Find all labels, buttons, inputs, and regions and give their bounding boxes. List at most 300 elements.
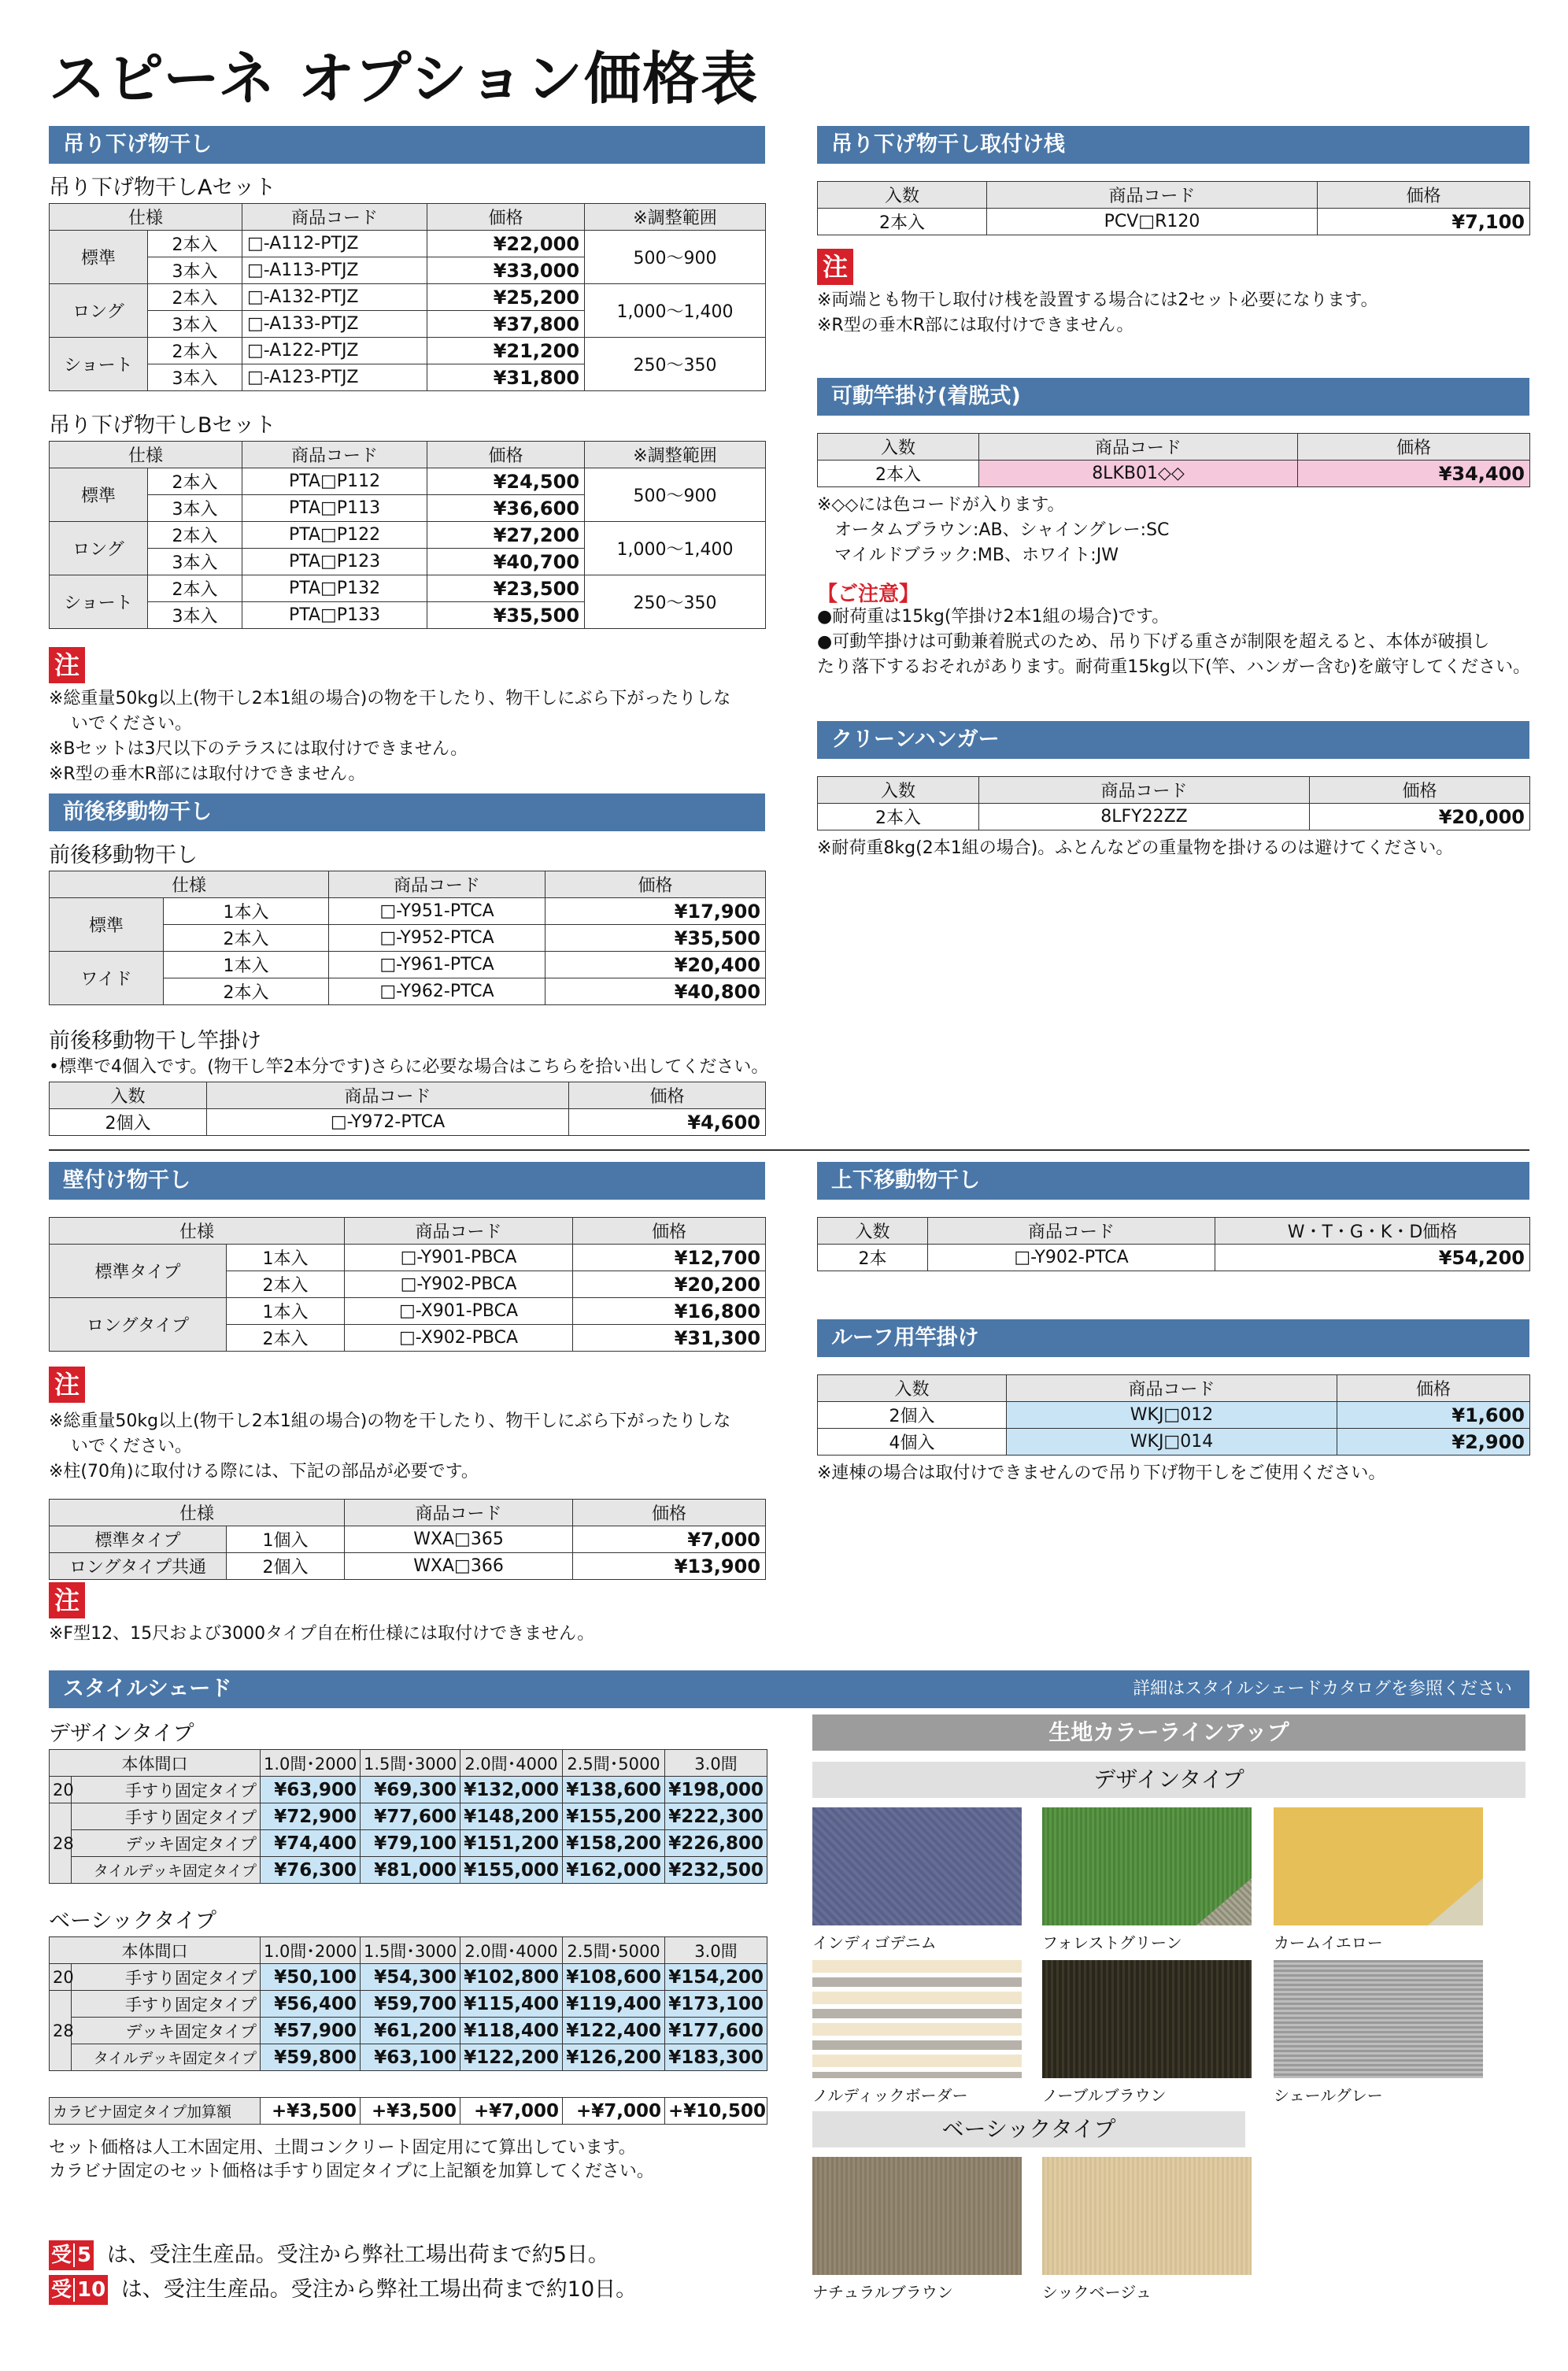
table-mount-rail bbox=[817, 181, 1530, 235]
legend-10day bbox=[49, 2275, 637, 2305]
col-header: 商品コード bbox=[329, 871, 545, 898]
section-header-vertical: 上下移動物干し bbox=[817, 1162, 1529, 1200]
qty-cell: 2本入 bbox=[164, 978, 329, 1005]
note-badge: 注 bbox=[817, 249, 853, 285]
price-cell: ¥35,500 bbox=[545, 925, 766, 952]
caution-line: ●耐荷重は15kg(竿掛け2本1組の場合)です。 bbox=[817, 607, 1170, 627]
group-cell: 28 bbox=[50, 1991, 72, 2071]
qty-cell: 1本入 bbox=[227, 1298, 345, 1325]
qty-cell: 2本入 bbox=[227, 1271, 345, 1298]
qty-cell: 2本入 bbox=[818, 209, 987, 235]
spec-cell: 標準 bbox=[50, 231, 148, 284]
col-header: 仕様 bbox=[50, 1500, 345, 1526]
subheading-sliding: 前後移動物干し bbox=[49, 843, 198, 867]
price-cell: ¥2,900 bbox=[1337, 1429, 1530, 1456]
code-cell: □-Y961-PTCA bbox=[329, 952, 545, 978]
qty-cell: 3本入 bbox=[148, 602, 242, 629]
note-line: ※◇◇には色コードが入ります。 bbox=[817, 495, 1065, 515]
price-cell: ¥69,300 bbox=[361, 1777, 460, 1803]
section-title: スタイルシェード bbox=[63, 1677, 232, 1701]
note-line: ※柱(70角)に取付ける際には、下記の部品が必要です。 bbox=[49, 1462, 479, 1481]
price-cell: ¥183,300 bbox=[665, 2044, 767, 2071]
price-cell: ¥34,400 bbox=[1298, 461, 1530, 487]
section-header-sliding: 前後移動物干し bbox=[49, 793, 765, 831]
price-cell: ¥25,200 bbox=[427, 284, 585, 311]
group-cell: 20 bbox=[50, 1964, 72, 1991]
code-cell: WXA□366 bbox=[345, 1553, 573, 1580]
qty-cell: 3本入 bbox=[148, 495, 242, 522]
qty-cell: 2本入 bbox=[148, 231, 242, 257]
price-cell: ¥1,600 bbox=[1337, 1402, 1530, 1429]
price-cell: ¥54,200 bbox=[1215, 1245, 1530, 1271]
code-cell: PTA□P112 bbox=[242, 468, 427, 495]
price-cell: ¥108,600 bbox=[563, 1964, 665, 1991]
swatch-fold bbox=[1428, 1878, 1483, 1925]
code-cell: □-Y902-PBCA bbox=[345, 1271, 573, 1298]
price-cell: ¥20,200 bbox=[573, 1271, 766, 1298]
group-cell: 20 bbox=[50, 1777, 72, 1803]
col-header: 商品コード bbox=[979, 434, 1298, 461]
price-cell: ¥12,700 bbox=[573, 1245, 766, 1271]
qty-cell: 2本入 bbox=[164, 925, 329, 952]
swatch-label: フォレストグリーン bbox=[1042, 1933, 1182, 1952]
note-line: ※Bセットは3尺以下のテラスには取付けできません。 bbox=[49, 739, 468, 759]
col-header: 商品コード bbox=[987, 182, 1318, 209]
color-lineup-bar: 生地カラーラインアップ bbox=[812, 1714, 1525, 1751]
spec-cell: ロングタイプ共通 bbox=[50, 1553, 227, 1580]
section-header-hanging: 吊り下げ物干し bbox=[49, 126, 765, 164]
col-header: 1.5間･3000 bbox=[361, 1937, 460, 1964]
code-cell: 8LFY22ZZ bbox=[979, 804, 1310, 830]
order-mark-badge bbox=[49, 2275, 108, 2305]
code-cell: □-Y902-PTCA bbox=[928, 1245, 1215, 1271]
price-cell: ¥74,400 bbox=[261, 1830, 361, 1857]
type-cell: タイルデッキ固定タイプ bbox=[72, 1857, 261, 1884]
basic-type-bar: ベーシックタイプ bbox=[812, 2111, 1245, 2147]
table-b-set bbox=[49, 441, 766, 629]
price-cell: +¥3,500 bbox=[261, 2098, 361, 2125]
price-cell: ¥33,000 bbox=[427, 257, 585, 284]
note-line: いでください。 bbox=[71, 1437, 193, 1456]
swatch-fold bbox=[1196, 1878, 1252, 1925]
price-cell: ¥122,400 bbox=[563, 2018, 665, 2044]
table-carabiner bbox=[49, 2097, 767, 2125]
code-cell: 8LKB01◇◇ bbox=[979, 461, 1298, 487]
price-cell: ¥31,300 bbox=[573, 1325, 766, 1352]
price-cell: ¥7,100 bbox=[1318, 209, 1530, 235]
qty-cell: 1本入 bbox=[227, 1245, 345, 1271]
col-header: 商品コード bbox=[928, 1218, 1215, 1245]
table-roof-hook bbox=[817, 1374, 1530, 1456]
code-cell: WKJ□014 bbox=[1007, 1429, 1337, 1456]
price-cell: ¥162,000 bbox=[563, 1857, 665, 1884]
price-cell: ¥126,200 bbox=[563, 2044, 665, 2071]
col-header: 本体間口 bbox=[50, 1937, 261, 1964]
col-header: W・T・G・K・D価格 bbox=[1215, 1218, 1530, 1245]
col-header: 仕様 bbox=[50, 442, 242, 468]
price-cell: +¥10,500 bbox=[665, 2098, 767, 2125]
subheading-pole-hook: 前後移動物干し竿掛け bbox=[49, 1029, 261, 1053]
section-header-clean-hanger: クリーンハンガー bbox=[817, 721, 1529, 759]
subheading-design-type: デザインタイプ bbox=[49, 1722, 194, 1746]
range-cell: 1,000〜1,400 bbox=[585, 284, 766, 338]
legend-5day bbox=[49, 2240, 609, 2270]
catalog-note: 詳細はスタイルシェードカタログを参照ください bbox=[1133, 1679, 1512, 1699]
price-cell: ¥17,900 bbox=[545, 898, 766, 925]
spec-cell: ロングタイプ bbox=[50, 1298, 227, 1352]
notes-wall bbox=[49, 1409, 730, 1485]
code-cell: □-Y951-PTCA bbox=[329, 898, 545, 925]
type-cell: 手すり固定タイプ bbox=[72, 1964, 261, 1991]
price-cell: ¥76,300 bbox=[261, 1857, 361, 1884]
swatch-noble-brown bbox=[1042, 1960, 1252, 2078]
note-line: ※総重量50kg以上(物干し2本1組の場合)の物を干したり、物干しにぶら下がったりしな bbox=[49, 1411, 731, 1431]
price-cell: ¥77,600 bbox=[361, 1803, 460, 1830]
page-title: スピーネ オプション価格表 bbox=[49, 46, 760, 112]
code-cell: □-Y962-PTCA bbox=[329, 978, 545, 1005]
price-cell: ¥132,000 bbox=[460, 1777, 563, 1803]
col-header: ※調整範囲 bbox=[585, 442, 766, 468]
price-cell: ¥40,700 bbox=[427, 549, 585, 575]
price-cell: ¥59,800 bbox=[261, 2044, 361, 2071]
code-cell: PTA□P113 bbox=[242, 495, 427, 522]
qty-cell: 4個入 bbox=[818, 1429, 1007, 1456]
spec-cell: 標準タイプ bbox=[50, 1245, 227, 1298]
qty-cell: 3本入 bbox=[148, 257, 242, 284]
price-cell: ¥115,400 bbox=[460, 1991, 563, 2018]
price-cell: ¥151,200 bbox=[460, 1830, 563, 1857]
price-cell: ¥232,500 bbox=[665, 1857, 767, 1884]
code-cell: □-Y952-PTCA bbox=[329, 925, 545, 952]
code-cell: □-A112-PTJZ bbox=[242, 231, 427, 257]
swatch-label: ノルディックボーダー bbox=[812, 2086, 968, 2105]
price-cell: +¥7,000 bbox=[563, 2098, 665, 2125]
swatch-chic-beige bbox=[1042, 2157, 1252, 2275]
col-header: 2.5間･5000 bbox=[563, 1937, 665, 1964]
order-days: 10 bbox=[73, 2278, 105, 2302]
qty-cell: 1本入 bbox=[164, 952, 329, 978]
qty-cell: 2本入 bbox=[818, 804, 979, 830]
spec-cell: ワイド bbox=[50, 952, 164, 1005]
code-cell: □-A122-PTJZ bbox=[242, 338, 427, 364]
table-vertical bbox=[817, 1217, 1530, 1271]
price-cell: ¥22,000 bbox=[427, 231, 585, 257]
price-cell: ¥155,000 bbox=[460, 1857, 563, 1884]
spec-cell: ロング bbox=[50, 522, 148, 575]
qty-cell: 2本入 bbox=[148, 338, 242, 364]
note-badge: 注 bbox=[49, 1582, 85, 1618]
price-cell: ¥31,800 bbox=[427, 364, 585, 391]
swatch-nordic-border bbox=[812, 1960, 1022, 2078]
code-cell: PTA□P122 bbox=[242, 522, 427, 549]
notes-style-shade bbox=[49, 2136, 654, 2184]
type-cell: デッキ固定タイプ bbox=[72, 1830, 261, 1857]
qty-cell: 2個入 bbox=[227, 1553, 345, 1580]
price-cell: ¥20,000 bbox=[1310, 804, 1530, 830]
qty-cell: 3本入 bbox=[148, 549, 242, 575]
note-clean-hanger: ※耐荷重8kg(2本1組の場合)。ふとんなどの重量物を掛けるのは避けてください。 bbox=[817, 838, 1454, 858]
col-header: 価格 bbox=[569, 1082, 766, 1109]
caution-title: 【ご注意】 bbox=[817, 583, 920, 606]
spec-cell: 標準タイプ bbox=[50, 1526, 227, 1553]
price-cell: ¥138,600 bbox=[563, 1777, 665, 1803]
price-cell: ¥177,600 bbox=[665, 2018, 767, 2044]
col-header: 価格 bbox=[427, 442, 585, 468]
price-cell: ¥35,500 bbox=[427, 602, 585, 629]
price-cell: ¥54,300 bbox=[361, 1964, 460, 1991]
legend-text: は、受注生産品。受注から弊社工場出荷まで約5日。 bbox=[106, 2243, 609, 2267]
col-header: 入数 bbox=[818, 182, 987, 209]
qty-cell: 3本入 bbox=[148, 311, 242, 338]
order-mark-badge bbox=[49, 2240, 94, 2270]
col-header: 商品コード bbox=[242, 204, 427, 231]
swatch-label: シェールグレー bbox=[1274, 2086, 1383, 2105]
section-header-wall: 壁付け物干し bbox=[49, 1162, 765, 1200]
price-cell: ¥118,400 bbox=[460, 2018, 563, 2044]
price-cell: ¥20,400 bbox=[545, 952, 766, 978]
col-header: 仕様 bbox=[50, 1218, 345, 1245]
qty-cell: 3本入 bbox=[148, 364, 242, 391]
caution-line: ●可動竿掛けは可動兼着脱式のため、吊り下げる重さが制限を超えると、本体が破損し bbox=[817, 632, 1490, 652]
price-cell: ¥198,000 bbox=[665, 1777, 767, 1803]
range-cell: 250〜350 bbox=[585, 338, 766, 391]
legend-text: は、受注生産品。受注から弊社工場出荷まで約10日。 bbox=[120, 2277, 638, 2302]
col-header: 3.0間 bbox=[665, 1750, 767, 1777]
subheading-a-set: 吊り下げ物干しAセット bbox=[49, 176, 276, 200]
note-line: いでください。 bbox=[71, 714, 193, 734]
col-header: 入数 bbox=[50, 1082, 207, 1109]
subheading-b-set: 吊り下げ物干しBセット bbox=[49, 413, 276, 438]
swatch-label: ノーブルブラウン bbox=[1042, 2086, 1167, 2105]
swatch-indigo-denim bbox=[812, 1807, 1022, 1925]
col-header: 商品コード bbox=[1007, 1375, 1337, 1402]
price-cell: ¥173,100 bbox=[665, 1991, 767, 2018]
price-cell: ¥13,900 bbox=[573, 1553, 766, 1580]
note-line: ※R型の垂木R部には取付けできません。 bbox=[49, 764, 366, 784]
spec-cell: ショート bbox=[50, 338, 148, 391]
range-cell: 500〜900 bbox=[585, 231, 766, 284]
qty-cell: 1本入 bbox=[164, 898, 329, 925]
price-cell: ¥226,800 bbox=[665, 1830, 767, 1857]
range-cell: 1,000〜1,400 bbox=[585, 522, 766, 575]
table-basic-type bbox=[49, 1936, 767, 2071]
code-cell: □-Y901-PBCA bbox=[345, 1245, 573, 1271]
price-cell: ¥23,500 bbox=[427, 575, 585, 602]
note-pole-hook: •標準で4個入です。(物干し竿2本分です)さらに必要な場合はこちらを拾い出してください。 bbox=[49, 1057, 769, 1077]
section-header-roof-hook: ルーフ用竿掛け bbox=[817, 1319, 1529, 1357]
price-cell: ¥7,000 bbox=[573, 1526, 766, 1553]
col-header: 本体間口 bbox=[50, 1750, 261, 1777]
code-cell: □-Y972-PTCA bbox=[207, 1109, 569, 1136]
price-cell: +¥7,000 bbox=[460, 2098, 563, 2125]
price-cell: ¥56,400 bbox=[261, 1991, 361, 2018]
code-cell: PTA□P123 bbox=[242, 549, 427, 575]
order-mark: 受 bbox=[51, 2243, 72, 2267]
swatch-label: カームイエロー bbox=[1274, 1933, 1383, 1952]
price-cell: ¥16,800 bbox=[573, 1298, 766, 1325]
price-cell: ¥61,200 bbox=[361, 2018, 460, 2044]
group-cell: 28 bbox=[50, 1803, 72, 1884]
qty-cell: 2個入 bbox=[818, 1402, 1007, 1429]
price-cell: ¥57,900 bbox=[261, 2018, 361, 2044]
price-cell: ¥79,100 bbox=[361, 1830, 460, 1857]
col-header: 3.0間 bbox=[665, 1937, 767, 1964]
design-type-bar: デザインタイプ bbox=[812, 1762, 1525, 1798]
qty-cell: 2本入 bbox=[148, 468, 242, 495]
notes-mount-rail bbox=[817, 288, 1378, 338]
col-header: 入数 bbox=[818, 434, 979, 461]
qty-cell: 2本入 bbox=[148, 575, 242, 602]
code-cell: □-A113-PTJZ bbox=[242, 257, 427, 284]
note-roof-hook: ※連棟の場合は取付けできませんので吊り下げ物干しをご使用ください。 bbox=[817, 1463, 1386, 1483]
col-header: 商品コード bbox=[207, 1082, 569, 1109]
note-line: ※両端とも物干し取付け桟を設置する場合には2セット必要になります。 bbox=[817, 290, 1378, 310]
code-cell: WKJ□012 bbox=[1007, 1402, 1337, 1429]
code-cell: PTA□P132 bbox=[242, 575, 427, 602]
col-header: 価格 bbox=[1337, 1375, 1530, 1402]
order-mark: 受 bbox=[51, 2278, 72, 2302]
table-a-set bbox=[49, 203, 766, 391]
spec-cell: 標準 bbox=[50, 898, 164, 952]
swatch-calm-yellow bbox=[1274, 1807, 1483, 1925]
code-cell: □-X901-PBCA bbox=[345, 1298, 573, 1325]
price-cell: ¥102,800 bbox=[460, 1964, 563, 1991]
col-header: 1.0間･2000 bbox=[261, 1937, 361, 1964]
price-cell: ¥81,000 bbox=[361, 1857, 460, 1884]
table-wall-parts bbox=[49, 1499, 766, 1580]
note-line: マイルドブラック:MB、ホワイト:JW bbox=[834, 546, 1119, 565]
note-wall-f-type: ※F型12、15尺および3000タイプ自在桁仕様には取付けできません。 bbox=[49, 1624, 595, 1644]
code-cell: □-A133-PTJZ bbox=[242, 311, 427, 338]
col-header: 商品コード bbox=[979, 777, 1310, 804]
code-cell: PTA□P133 bbox=[242, 602, 427, 629]
col-header: 価格 bbox=[427, 204, 585, 231]
price-cell: ¥155,200 bbox=[563, 1803, 665, 1830]
col-header: 価格 bbox=[1298, 434, 1530, 461]
col-header: 入数 bbox=[818, 777, 979, 804]
range-cell: 500〜900 bbox=[585, 468, 766, 522]
price-cell: +¥3,500 bbox=[361, 2098, 460, 2125]
type-cell: タイルデッキ固定タイプ bbox=[72, 2044, 261, 2071]
caution-line: たり落下するおそれがあります。耐荷重15kg以下(竿、ハンガー含む)を厳守してください。 bbox=[817, 657, 1531, 677]
price-cell: ¥63,900 bbox=[261, 1777, 361, 1803]
qty-cell: 2本入 bbox=[227, 1325, 345, 1352]
col-header: 価格 bbox=[573, 1500, 766, 1526]
col-header: 2.5間･5000 bbox=[563, 1750, 665, 1777]
note-badge: 注 bbox=[49, 1367, 85, 1403]
col-header: 2.0間･4000 bbox=[460, 1937, 563, 1964]
col-header: 商品コード bbox=[242, 442, 427, 468]
table-pole-hook bbox=[49, 1082, 766, 1136]
price-cell: ¥63,100 bbox=[361, 2044, 460, 2071]
qty-cell: 1個入 bbox=[227, 1526, 345, 1553]
note-badge: 注 bbox=[49, 647, 85, 683]
code-cell: □-A132-PTJZ bbox=[242, 284, 427, 311]
table-sliding bbox=[49, 871, 766, 1005]
swatch-label: ナチュラルブラウン bbox=[812, 2283, 953, 2302]
type-cell: デッキ固定タイプ bbox=[72, 2018, 261, 2044]
price-cell: ¥119,400 bbox=[563, 1991, 665, 2018]
section-header-movable-hook: 可動竿掛け(着脱式) bbox=[817, 378, 1529, 416]
type-cell: 手すり固定タイプ bbox=[72, 1803, 261, 1830]
price-cell: ¥122,200 bbox=[460, 2044, 563, 2071]
table-design-type bbox=[49, 1749, 767, 1884]
spec-cell: 標準 bbox=[50, 468, 148, 522]
spec-cell: ロング bbox=[50, 284, 148, 338]
type-cell: 手すり固定タイプ bbox=[72, 1777, 261, 1803]
qty-cell: 2本入 bbox=[818, 461, 979, 487]
swatch-label: インディゴデニム bbox=[812, 1933, 937, 1952]
range-cell: 250〜350 bbox=[585, 575, 766, 629]
qty-cell: 2本入 bbox=[148, 284, 242, 311]
price-cell: ¥40,800 bbox=[545, 978, 766, 1005]
caution-list bbox=[817, 605, 1530, 680]
col-header: 1.0間･2000 bbox=[261, 1750, 361, 1777]
section-divider bbox=[49, 1149, 1529, 1151]
col-header: 仕様 bbox=[50, 871, 329, 898]
note-line: カラビナ固定のセット価格は手すり固定タイプに上記額を加算してください。 bbox=[49, 2162, 654, 2181]
note-line: セット価格は人工木固定用、土間コンクリート固定用にて算出しています。 bbox=[49, 2138, 636, 2158]
notes-hanging bbox=[49, 686, 730, 787]
col-header: 価格 bbox=[573, 1218, 766, 1245]
note-line: ※総重量50kg以上(物干し2本1組の場合)の物を干したり、物干しにぶら下がったりしな bbox=[49, 689, 731, 708]
col-header: 価格 bbox=[1318, 182, 1530, 209]
col-header: 2.0間･4000 bbox=[460, 1750, 563, 1777]
code-cell: □-X902-PBCA bbox=[345, 1325, 573, 1352]
notes-color-codes bbox=[817, 493, 1169, 568]
col-header: 仕様 bbox=[50, 204, 242, 231]
price-cell: ¥37,800 bbox=[427, 311, 585, 338]
price-cell: ¥4,600 bbox=[569, 1109, 766, 1136]
code-cell: □-A123-PTJZ bbox=[242, 364, 427, 391]
col-header: 価格 bbox=[1310, 777, 1530, 804]
price-cell: ¥59,700 bbox=[361, 1991, 460, 2018]
price-cell: ¥148,200 bbox=[460, 1803, 563, 1830]
price-cell: ¥222,300 bbox=[665, 1803, 767, 1830]
section-header-style-shade bbox=[49, 1670, 1529, 1708]
type-cell: カラビナ固定タイプ加算額 bbox=[50, 2098, 261, 2125]
price-cell: ¥21,200 bbox=[427, 338, 585, 364]
table-wall bbox=[49, 1217, 766, 1352]
section-header-mount-rail: 吊り下げ物干し取付け桟 bbox=[817, 126, 1529, 164]
qty-cell: 2本入 bbox=[148, 522, 242, 549]
order-days: 5 bbox=[73, 2243, 91, 2267]
note-line: オータムブラウン:AB、シャイングレー:SC bbox=[834, 520, 1170, 540]
price-cell: ¥36,600 bbox=[427, 495, 585, 522]
code-cell: PCV□R120 bbox=[987, 209, 1318, 235]
spec-cell: ショート bbox=[50, 575, 148, 629]
swatch-shale-gray bbox=[1274, 1960, 1483, 2078]
swatch-label: シックベージュ bbox=[1042, 2283, 1152, 2302]
price-cell: ¥27,200 bbox=[427, 522, 585, 549]
swatch-forest-green bbox=[1042, 1807, 1252, 1925]
price-cell: ¥24,500 bbox=[427, 468, 585, 495]
price-cell: ¥72,900 bbox=[261, 1803, 361, 1830]
subheading-basic-type: ベーシックタイプ bbox=[49, 1909, 217, 1933]
qty-cell: 2本 bbox=[818, 1245, 928, 1271]
col-header: 入数 bbox=[818, 1375, 1007, 1402]
col-header: 商品コード bbox=[345, 1500, 573, 1526]
col-header: ※調整範囲 bbox=[585, 204, 766, 231]
col-header: 商品コード bbox=[345, 1218, 573, 1245]
col-header: 価格 bbox=[545, 871, 766, 898]
price-cell: ¥158,200 bbox=[563, 1830, 665, 1857]
price-cell: ¥154,200 bbox=[665, 1964, 767, 1991]
type-cell: 手すり固定タイプ bbox=[72, 1991, 261, 2018]
swatch-natural-brown bbox=[812, 2157, 1022, 2275]
col-header: 入数 bbox=[818, 1218, 928, 1245]
note-line: ※R型の垂木R部には取付けできません。 bbox=[817, 316, 1134, 335]
